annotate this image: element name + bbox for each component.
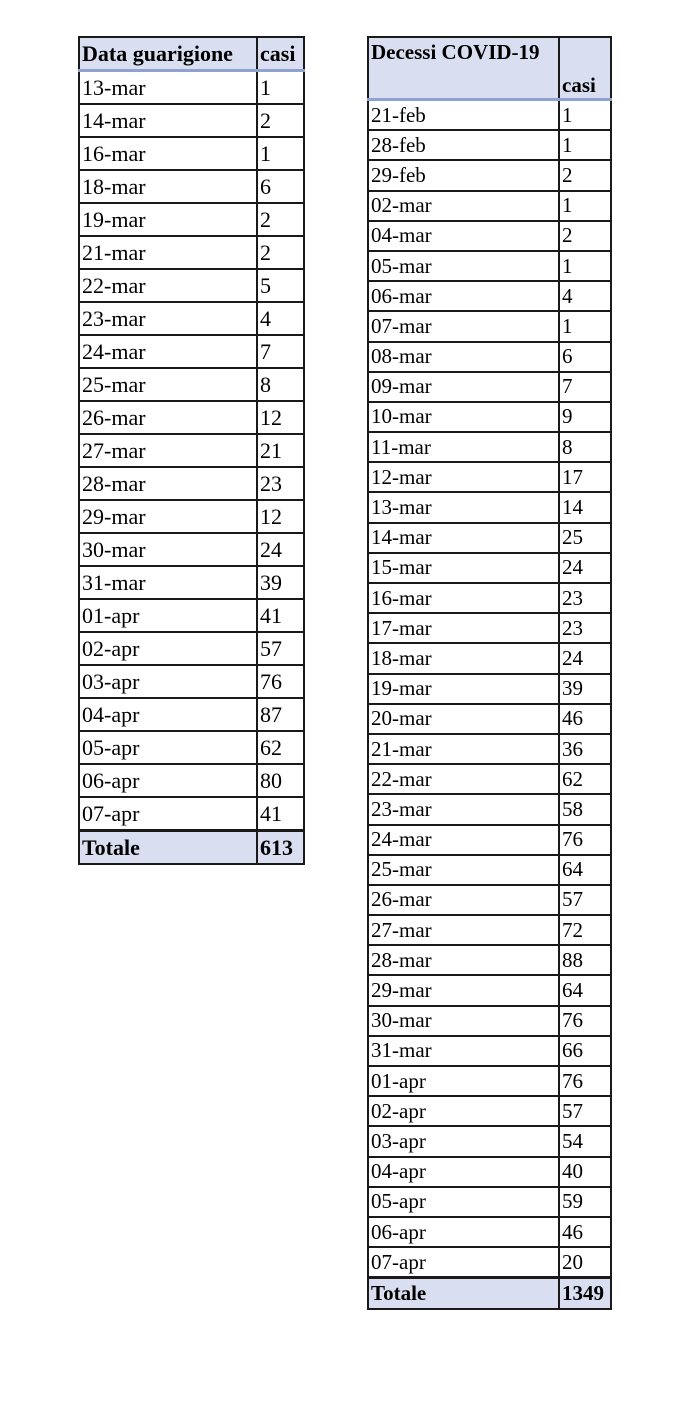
date-cell: 01-apr bbox=[79, 599, 257, 632]
table-row bbox=[79, 368, 304, 401]
date-cell: 25-mar bbox=[368, 855, 559, 885]
date-cell: 04-mar bbox=[368, 221, 559, 251]
cases-cell: 4 bbox=[257, 302, 304, 335]
date-cell: 30-mar bbox=[79, 533, 257, 566]
date-cell: 06-apr bbox=[368, 1217, 559, 1247]
table-row bbox=[368, 1066, 611, 1096]
table-row bbox=[368, 885, 611, 915]
cases-cell: 2 bbox=[559, 160, 611, 190]
table-row bbox=[368, 1006, 611, 1036]
cases-cell: 25 bbox=[559, 523, 611, 553]
cases-cell: 8 bbox=[257, 368, 304, 401]
table-row bbox=[368, 1036, 611, 1066]
column-header-cases: casi bbox=[257, 37, 304, 71]
date-cell: 13-mar bbox=[79, 71, 257, 105]
table-row bbox=[79, 698, 304, 731]
date-cell: 22-mar bbox=[368, 764, 559, 794]
cases-cell: 57 bbox=[257, 632, 304, 665]
date-cell: 26-mar bbox=[368, 885, 559, 915]
cases-cell: 87 bbox=[257, 698, 304, 731]
date-cell: 25-mar bbox=[79, 368, 257, 401]
cases-cell: 24 bbox=[257, 533, 304, 566]
date-cell: 23-mar bbox=[368, 794, 559, 824]
cases-cell: 20 bbox=[559, 1247, 611, 1278]
cases-cell: 39 bbox=[559, 674, 611, 704]
column-header-date: Decessi COVID-19 bbox=[368, 37, 559, 100]
cases-cell: 1 bbox=[559, 130, 611, 160]
date-cell: 21-feb bbox=[368, 100, 559, 131]
date-cell: 28-mar bbox=[79, 467, 257, 500]
table-row bbox=[79, 434, 304, 467]
cases-cell: 2 bbox=[257, 236, 304, 269]
date-cell: 06-apr bbox=[79, 764, 257, 797]
date-cell: 05-mar bbox=[368, 251, 559, 281]
cases-cell: 1 bbox=[559, 311, 611, 341]
table-row bbox=[368, 402, 611, 432]
date-cell: 02-apr bbox=[79, 632, 257, 665]
cases-cell: 76 bbox=[559, 825, 611, 855]
cases-cell: 64 bbox=[559, 975, 611, 1005]
date-cell: 15-mar bbox=[368, 553, 559, 583]
table-row bbox=[368, 221, 611, 251]
table-header-row bbox=[79, 37, 304, 71]
table-header-row bbox=[368, 37, 611, 100]
date-cell: 18-mar bbox=[368, 643, 559, 673]
date-cell: 04-apr bbox=[368, 1157, 559, 1187]
date-cell: 10-mar bbox=[368, 402, 559, 432]
cases-cell: 24 bbox=[559, 643, 611, 673]
cases-cell: 2 bbox=[257, 203, 304, 236]
cases-cell: 24 bbox=[559, 553, 611, 583]
table-row bbox=[368, 975, 611, 1005]
cases-cell: 54 bbox=[559, 1126, 611, 1156]
table-row bbox=[368, 191, 611, 221]
cases-cell: 17 bbox=[559, 462, 611, 492]
date-cell: 27-mar bbox=[368, 915, 559, 945]
table-row bbox=[368, 825, 611, 855]
cases-cell: 9 bbox=[559, 402, 611, 432]
table-row bbox=[368, 311, 611, 341]
cases-cell: 6 bbox=[559, 342, 611, 372]
table-row bbox=[368, 462, 611, 492]
cases-cell: 2 bbox=[559, 221, 611, 251]
date-cell: 29-mar bbox=[79, 500, 257, 533]
cases-cell: 36 bbox=[559, 734, 611, 764]
cases-cell: 4 bbox=[559, 281, 611, 311]
table-row bbox=[368, 1157, 611, 1187]
cases-cell: 57 bbox=[559, 1096, 611, 1126]
date-cell: 28-mar bbox=[368, 945, 559, 975]
cases-cell: 59 bbox=[559, 1187, 611, 1217]
table-row bbox=[79, 797, 304, 831]
date-cell: 07-apr bbox=[79, 797, 257, 831]
date-cell: 18-mar bbox=[79, 170, 257, 203]
table-row bbox=[368, 100, 611, 131]
table-row bbox=[368, 583, 611, 613]
cases-cell: 1 bbox=[257, 71, 304, 105]
date-cell: 26-mar bbox=[79, 401, 257, 434]
cases-cell: 23 bbox=[257, 467, 304, 500]
date-cell: 12-mar bbox=[368, 462, 559, 492]
date-cell: 28-feb bbox=[368, 130, 559, 160]
cases-cell: 64 bbox=[559, 855, 611, 885]
cases-cell: 39 bbox=[257, 566, 304, 599]
cases-cell: 40 bbox=[559, 1157, 611, 1187]
table-row bbox=[79, 335, 304, 368]
date-cell: 23-mar bbox=[79, 302, 257, 335]
table-row bbox=[79, 533, 304, 566]
cases-cell: 46 bbox=[559, 1217, 611, 1247]
cases-cell: 7 bbox=[257, 335, 304, 368]
date-cell: 31-mar bbox=[368, 1036, 559, 1066]
date-cell: 22-mar bbox=[79, 269, 257, 302]
date-cell: 05-apr bbox=[368, 1187, 559, 1217]
table-row bbox=[79, 566, 304, 599]
table-row bbox=[79, 104, 304, 137]
cases-cell: 1 bbox=[559, 251, 611, 281]
date-cell: 27-mar bbox=[79, 434, 257, 467]
table-row bbox=[368, 251, 611, 281]
table-row bbox=[79, 764, 304, 797]
date-cell: 24-mar bbox=[368, 825, 559, 855]
date-cell: 19-mar bbox=[79, 203, 257, 236]
date-cell: 03-apr bbox=[368, 1126, 559, 1156]
table-row bbox=[368, 372, 611, 402]
cases-cell: 57 bbox=[559, 885, 611, 915]
cases-cell: 2 bbox=[257, 104, 304, 137]
table-row bbox=[368, 734, 611, 764]
table-row bbox=[368, 915, 611, 945]
date-cell: 24-mar bbox=[79, 335, 257, 368]
date-cell: 02-mar bbox=[368, 191, 559, 221]
cases-cell: 6 bbox=[257, 170, 304, 203]
date-cell: 08-mar bbox=[368, 342, 559, 372]
table-row bbox=[368, 945, 611, 975]
table-row bbox=[79, 467, 304, 500]
table-row bbox=[79, 269, 304, 302]
cases-cell: 62 bbox=[257, 731, 304, 764]
cases-cell: 88 bbox=[559, 945, 611, 975]
table-row bbox=[368, 130, 611, 160]
cases-cell: 8 bbox=[559, 432, 611, 462]
table-row bbox=[368, 643, 611, 673]
date-cell: 21-mar bbox=[368, 734, 559, 764]
deaths-table bbox=[367, 36, 612, 1310]
cases-cell: 41 bbox=[257, 797, 304, 831]
cases-cell: 76 bbox=[559, 1066, 611, 1096]
table-row bbox=[368, 523, 611, 553]
date-cell: 16-mar bbox=[79, 137, 257, 170]
cases-cell: 23 bbox=[559, 583, 611, 613]
table-row bbox=[79, 599, 304, 632]
cases-cell: 1 bbox=[257, 137, 304, 170]
total-value: 1349 bbox=[559, 1278, 611, 1309]
table-row bbox=[368, 1217, 611, 1247]
date-cell: 05-apr bbox=[79, 731, 257, 764]
cases-cell: 76 bbox=[559, 1006, 611, 1036]
date-cell: 31-mar bbox=[79, 566, 257, 599]
table-row bbox=[79, 731, 304, 764]
cases-cell: 1 bbox=[559, 100, 611, 131]
date-cell: 01-apr bbox=[368, 1066, 559, 1096]
cases-cell: 62 bbox=[559, 764, 611, 794]
total-value: 613 bbox=[257, 831, 304, 865]
cases-cell: 12 bbox=[257, 500, 304, 533]
table-row bbox=[79, 500, 304, 533]
date-cell: 07-mar bbox=[368, 311, 559, 341]
date-cell: 03-apr bbox=[79, 665, 257, 698]
table-row bbox=[368, 342, 611, 372]
cases-cell: 5 bbox=[257, 269, 304, 302]
table-row bbox=[368, 553, 611, 583]
table-row bbox=[79, 401, 304, 434]
recoveries-table-body bbox=[79, 71, 304, 865]
table-row bbox=[368, 764, 611, 794]
cases-cell: 23 bbox=[559, 613, 611, 643]
table-row bbox=[79, 632, 304, 665]
date-cell: 02-apr bbox=[368, 1096, 559, 1126]
cases-cell: 80 bbox=[257, 764, 304, 797]
date-cell: 21-mar bbox=[79, 236, 257, 269]
date-cell: 09-mar bbox=[368, 372, 559, 402]
date-cell: 07-apr bbox=[368, 1247, 559, 1278]
cases-cell: 1 bbox=[559, 191, 611, 221]
date-cell: 04-apr bbox=[79, 698, 257, 731]
cases-cell: 46 bbox=[559, 704, 611, 734]
table-row bbox=[79, 203, 304, 236]
date-cell: 14-mar bbox=[368, 523, 559, 553]
table-row bbox=[368, 432, 611, 462]
date-cell: 19-mar bbox=[368, 674, 559, 704]
date-cell: 29-mar bbox=[368, 975, 559, 1005]
cases-cell: 14 bbox=[559, 492, 611, 522]
table-row bbox=[368, 492, 611, 522]
cases-cell: 12 bbox=[257, 401, 304, 434]
column-header-date: Data guarigione bbox=[79, 37, 257, 71]
table-row bbox=[79, 170, 304, 203]
table-row bbox=[368, 1096, 611, 1126]
deaths-table-body bbox=[368, 100, 611, 1309]
table-row bbox=[368, 855, 611, 885]
date-cell: 20-mar bbox=[368, 704, 559, 734]
total-row bbox=[368, 1278, 611, 1309]
table-row bbox=[368, 1187, 611, 1217]
cases-cell: 21 bbox=[257, 434, 304, 467]
cases-cell: 76 bbox=[257, 665, 304, 698]
cases-cell: 66 bbox=[559, 1036, 611, 1066]
table-row bbox=[368, 1247, 611, 1278]
table-row bbox=[79, 302, 304, 335]
table-row bbox=[79, 137, 304, 170]
table-row bbox=[368, 674, 611, 704]
table-row bbox=[368, 160, 611, 190]
date-cell: 11-mar bbox=[368, 432, 559, 462]
total-label: Totale bbox=[79, 831, 257, 865]
cases-cell: 72 bbox=[559, 915, 611, 945]
date-cell: 16-mar bbox=[368, 583, 559, 613]
cases-cell: 58 bbox=[559, 794, 611, 824]
column-header-cases: casi bbox=[559, 37, 611, 100]
total-row bbox=[79, 831, 304, 865]
date-cell: 13-mar bbox=[368, 492, 559, 522]
table-row bbox=[79, 71, 304, 105]
table-row bbox=[368, 281, 611, 311]
table-row bbox=[368, 613, 611, 643]
date-cell: 06-mar bbox=[368, 281, 559, 311]
cases-cell: 41 bbox=[257, 599, 304, 632]
cases-cell: 7 bbox=[559, 372, 611, 402]
recoveries-table bbox=[78, 36, 305, 865]
date-cell: 14-mar bbox=[79, 104, 257, 137]
date-cell: 17-mar bbox=[368, 613, 559, 643]
table-row bbox=[79, 236, 304, 269]
total-label: Totale bbox=[368, 1278, 559, 1309]
table-row bbox=[368, 794, 611, 824]
table-row bbox=[368, 704, 611, 734]
table-row bbox=[368, 1126, 611, 1156]
date-cell: 29-feb bbox=[368, 160, 559, 190]
date-cell: 30-mar bbox=[368, 1006, 559, 1036]
table-row bbox=[79, 665, 304, 698]
